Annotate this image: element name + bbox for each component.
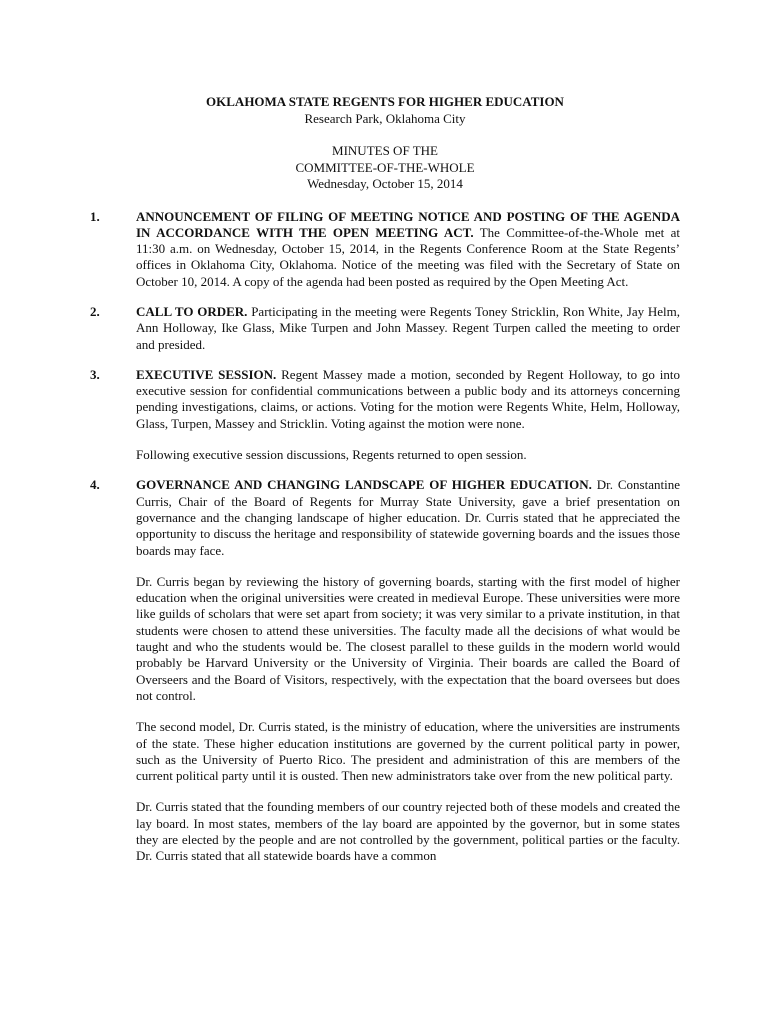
item-paragraph-4: Dr. Curris stated that the founding members of our country rejected both of these models and created the lay board. In most states, members of the lay board are appointed by the governor, but in some states they are elected by the people and are not controlled by the government, political parties or the faculty. Dr. Curris stated that all statewide boards have a common — [136, 799, 680, 864]
agenda-item-4 — [90, 477, 680, 864]
meeting-date: Wednesday, October 15, 2014 — [307, 176, 463, 191]
document-header — [90, 94, 680, 193]
header-spacer — [90, 127, 680, 143]
item-body — [136, 477, 680, 864]
item-text: Dr. Constantine Curris, Chair of the Board of Regents for Murray State University, gave a brief presentation on governance and the changing landscape of higher education. Dr. Curris stated that he appreciated the opportunity to discuss the heritage and responsibility of statewide governing boards and the issues those boards may face. — [136, 477, 680, 558]
item-paragraph-3: The second model, Dr. Curris stated, is the ministry of education, where the universities are instruments of the state. These higher education institutions are governed by the current political party in power, such as the University of Puerto Rico. The president and administration of this are members of the current political party until it is ousted. Then new administrators take over from the new political party. — [136, 719, 680, 784]
item-body — [136, 367, 680, 463]
item-paragraph — [136, 477, 680, 558]
item-paragraph-2: Dr. Curris began by reviewing the history of governing boards, starting with the first model of higher education when the original universities were created in medieval Europe. These universities were more like guilds of scholars that were set apart from society; it was very similar to a private institution, in that students were chosen to attend these universities. The faculty made all the decisions of what would be taught and who the students would be. The closest parallel to these guilds in the modern world would probably be Harvard University or the University of Virginia. Their boards are called the Board of Overseers and the Board of Visitors, respectively, with the expectation that the board oversees but does not control. — [136, 573, 680, 703]
agenda-item-3 — [90, 367, 680, 463]
committee-line: COMMITTEE-OF-THE-WHOLE — [295, 159, 475, 175]
item-heading: ANNOUNCEMENT OF FILING OF MEETING NOTICE AND POSTING OF THE AGENDA IN ACCORDANCE WITH THE OPEN MEETING ACT. — [136, 208, 680, 240]
agenda-item-1 — [90, 209, 680, 290]
item-paragraph — [136, 209, 680, 290]
minutes-items — [90, 209, 680, 865]
item-heading: EXECUTIVE SESSION. — [136, 366, 277, 382]
item-text: Participating in the meeting were Regents Toney Stricklin, Ron White, Jay Helm, Ann Holloway, Ike Glass, Mike Turpen and John Massey. Regent Turpen called the meeting to order and presided. — [136, 303, 680, 352]
item-number: 2. — [90, 303, 100, 319]
item-heading: CALL TO ORDER. — [136, 303, 248, 319]
item-number: 4. — [90, 477, 100, 493]
item-number: 3. — [90, 366, 100, 382]
item-body — [136, 209, 680, 290]
minutes-of-line: MINUTES OF THE — [332, 143, 438, 158]
item-number: 1. — [90, 208, 100, 224]
item-paragraph — [136, 367, 680, 432]
item-paragraph-extra: Following executive session discussions, Regents returned to open session. — [136, 447, 527, 463]
organization-title: OKLAHOMA STATE REGENTS FOR HIGHER EDUCATION — [206, 94, 564, 109]
item-text: The Committee-of-the-Whole met at 11:30 a.m. on Wednesday, October 15, 2014, in the Regents Conference Room at the State Regents’ offices in Oklahoma City, Oklahoma. Notice of the meeting was filed with the Secretary of State on October 10, 2014. A copy of the agenda had been posted as required by the Open Meeting Act. — [136, 224, 680, 289]
agenda-item-2 — [90, 304, 680, 353]
location-line: Research Park, Oklahoma City — [304, 110, 466, 126]
item-text: Regent Massey made a motion, seconded by Regent Holloway, to go into executive session for confidential communications between a public body and its attorneys concerning pending investigations, claims, or actions. Voting for the motion were Regents White, Helm, Holloway, Glass, Turpen, Massey and Stricklin. Voting against the motion were none. — [136, 366, 680, 431]
item-body — [136, 304, 680, 353]
item-heading: GOVERNANCE AND CHANGING LANDSCAPE OF HIGHER EDUCATION. — [136, 477, 592, 493]
item-paragraph — [136, 304, 680, 353]
